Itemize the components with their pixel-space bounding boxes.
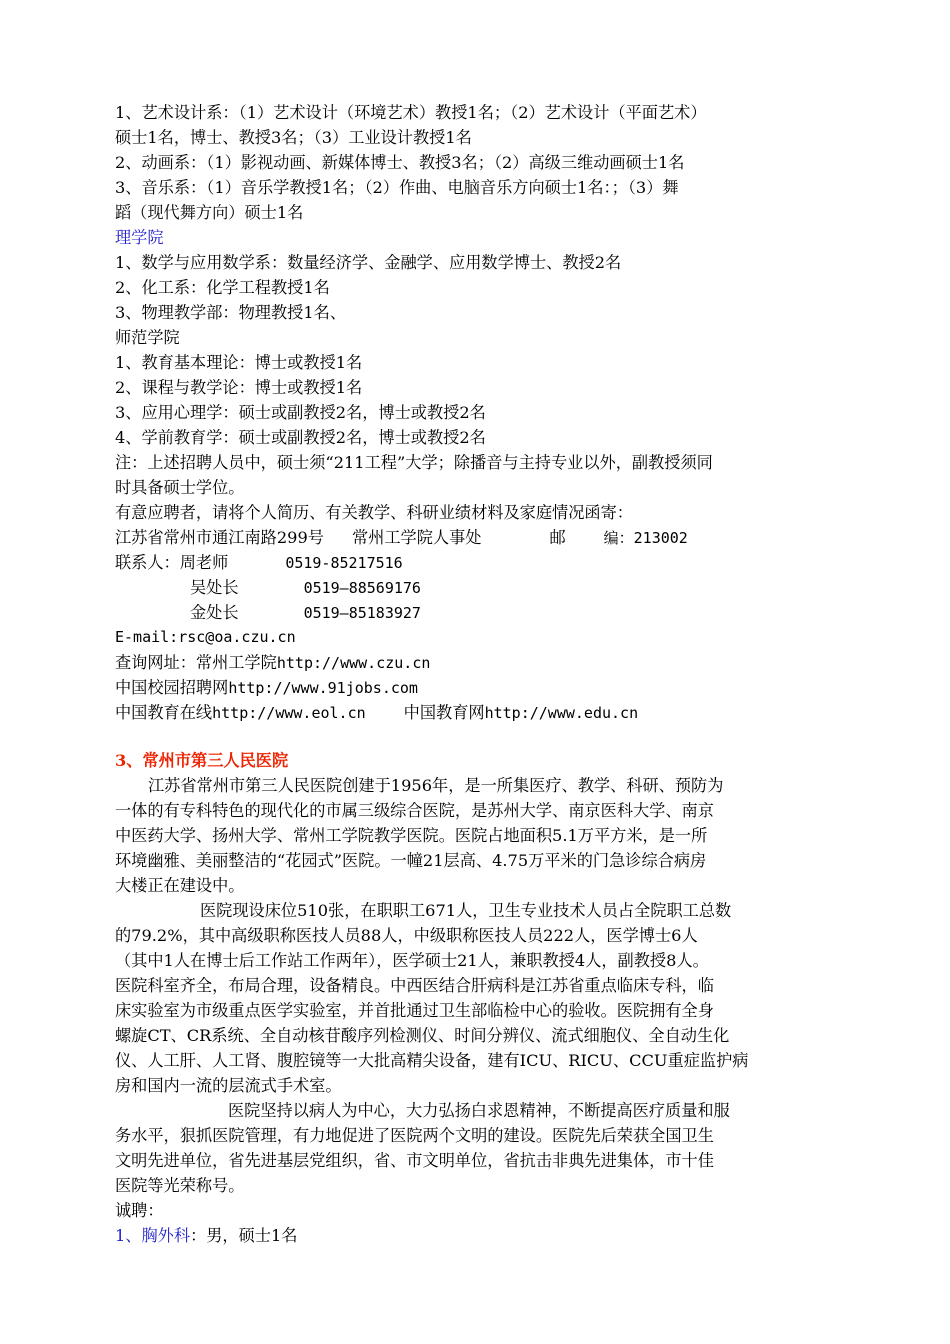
paragraph-line: 房和国内一流的层流式手术室。 — [115, 1076, 342, 1095]
paragraph-line: 江苏省常州市第三人民医院创建于1956年，是一所集医疗、教学、科研、预防为 — [148, 776, 724, 795]
text-line: 3、物理教学部：物理教授1名、 — [115, 303, 347, 322]
phone: 0519—85183927 — [303, 604, 421, 622]
website-link[interactable]: http://www.edu.cn — [484, 704, 639, 722]
paragraph-line: 医院科室齐全，布局合理，设备精良。中西医结合肝病科是江苏省重点临床专科，临 — [115, 976, 714, 995]
text-line: 硕士1名，博士、教授3名；（3）工业设计教授1名 — [115, 128, 472, 147]
text-line: 2、化工系：化学工程教授1名 — [115, 278, 330, 297]
website-link[interactable]: http://www.eol.cn — [212, 704, 366, 722]
text-line: 1、艺术设计系：（1）艺术设计（环境艺术）教授1名；（2）艺术设计（平面艺术） — [115, 103, 707, 122]
paragraph-line: 医院等光荣称号。 — [115, 1176, 245, 1195]
note-line: 注：上述招聘人员中，硕士须“211工程”大学；除播音与主持专业以外，副教授须同 — [115, 453, 713, 472]
text-line: 3、音乐系：（1）音乐学教授1名；（2）作曲、电脑音乐方向硕士1名：；（3）舞 — [115, 178, 679, 197]
contact-line — [190, 575, 421, 600]
website-line — [115, 675, 418, 700]
contact-line — [115, 550, 403, 575]
paragraph-line: 环境幽雅、美丽整洁的“花园式”医院。一幢21层高、4.75万平米的门急诊综合病房 — [115, 851, 707, 870]
postcode-label: 邮 — [549, 528, 566, 547]
website-label: 中国教育在线 — [115, 703, 213, 722]
section-heading-shifan: 师范学院 — [115, 328, 180, 347]
position-label: 1、胸外科 — [115, 1226, 191, 1245]
phone: 0519-85217516 — [285, 554, 403, 572]
paragraph-line: （其中1人在博士后工作站工作两年），医学硕士21人，兼职教授4人，副教授8人。 — [115, 951, 709, 970]
contact-line — [190, 600, 421, 625]
paragraph-line: 螺旋CT、CR系统、全自动核苷酸序列检测仪、时间分辨仪、流式细胞仪、全自动生化 — [115, 1026, 730, 1045]
text-line: 1、教育基本理论：博士或教授1名 — [115, 353, 363, 372]
paragraph-line: 一体的有专科特色的现代化的市属三级综合医院，是苏州大学、南京医科大学、南京 — [115, 801, 714, 820]
paragraph-line: 医院现设床位510张，在职职工671人，卫生专业技术人员占全院职工总数 — [200, 901, 732, 920]
recruit-label: 诚聘： — [115, 1201, 164, 1220]
text-line: 蹈（现代舞方向）硕士1名 — [115, 203, 304, 222]
paragraph-line: 医院坚持以病人为中心，大力弘扬白求恩精神，不断提高医疗质量和服 — [228, 1101, 730, 1120]
email-link[interactable]: E-mail:rsc@oa.czu.cn — [115, 628, 296, 646]
contact-name: 金处长 — [190, 603, 239, 622]
text-line: 2、动画系：（1）影视动画、新媒体博士、教授3名；（2）高级三维动画硕士1名 — [115, 153, 685, 172]
website-label: 查询网址：常州工学院 — [115, 653, 277, 672]
address-line — [115, 525, 688, 550]
position-detail: ：男，硕士1名 — [190, 1226, 298, 1245]
paragraph-line: 务水平，狠抓医院管理，有力地促进了医院两个文明的建设。医院先后荣获全国卫生 — [115, 1126, 714, 1145]
paragraph-line: 床实验室为市级重点医学实验室，并首批通过卫生部临检中心的验收。医院拥有全身 — [115, 1001, 714, 1020]
text-line: 有意应聘者，请将个人简历、有关教学、科研业绩材料及家庭情况函寄： — [115, 503, 633, 522]
postcode: 编：213002 — [603, 529, 688, 547]
paragraph-line: 的79.2%，其中高级职称医技人员88人，中级职称医技人员222人，医学博士6人 — [115, 926, 698, 945]
website-link[interactable]: http://www.91jobs.com — [228, 679, 418, 697]
website-line — [115, 700, 638, 725]
text-line: 4、学前教育学：硕士或副教授2名，博士或教授2名 — [115, 428, 486, 447]
text-line: 2、课程与教学论：博士或教授1名 — [115, 378, 363, 397]
hospital-heading: 3、常州市第三人民医院 — [115, 751, 289, 770]
paragraph-line: 仪、人工肝、人工肾、腹腔镜等一大批高精尖设备，建有ICU、RICU、CCU重症监护病 — [115, 1051, 749, 1070]
website-line — [115, 650, 430, 675]
contact-label: 联系人：周老师 — [115, 553, 229, 572]
paragraph-line: 大楼正在建设中。 — [115, 876, 245, 895]
note-line: 时具备硕士学位。 — [115, 478, 245, 497]
paragraph-line: 文明先进单位，省先进基层党组织，省、市文明单位，省抗击非典先进集体，市十佳 — [115, 1151, 714, 1170]
website-link[interactable]: http://www.czu.cn — [276, 654, 431, 672]
paragraph-line: 中医药大学、扬州大学、常州工学院教学医院。医院占地面积5.1万平方米，是一所 — [115, 826, 708, 845]
section-heading-lixue: 理学院 — [115, 228, 164, 247]
text-line: 1、数学与应用数学系：数量经济学、金融学、应用数学博士、教授2名 — [115, 253, 622, 272]
website-label: 中国校园招聘网 — [115, 678, 229, 697]
website-label: 中国教育网 — [403, 703, 485, 722]
position-line — [115, 1223, 298, 1248]
address: 江苏省常州市通江南路299号 — [115, 528, 324, 547]
text-line: 3、应用心理学：硕士或副教授2名，博士或教授2名 — [115, 403, 486, 422]
phone: 0519—88569176 — [303, 579, 421, 597]
department: 常州工学院人事处 — [351, 528, 482, 547]
contact-name: 吴处长 — [190, 578, 239, 597]
